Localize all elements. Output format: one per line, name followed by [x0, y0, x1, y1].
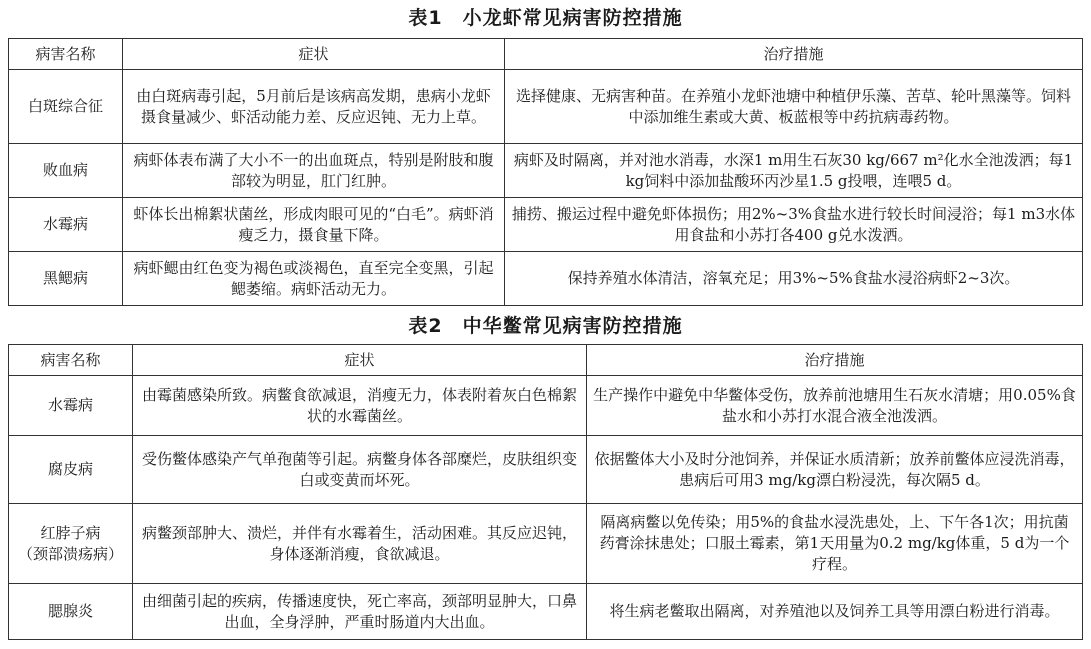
- disease-name-cell: 白斑综合征: [9, 70, 123, 144]
- symptom-cell: 病虾体表布满了大小不一的出血斑点，特别是附肢和腹部较为明显，肛门红肿。: [123, 144, 505, 198]
- treatment-cell: 选择健康、无病害种苗。在养殖小龙虾池塘中种植伊乐藻、苦草、轮叶黑藻等。饲料中添加维生素或大黄、板蓝根等中药抗病毒药物。: [505, 70, 1083, 144]
- table-row: [9, 584, 1083, 640]
- symptom-cell: 由白斑病毒引起，5月前后是该病高发期，患病小龙虾摄食量减少、虾活动能力差、反应迟钝、无力上草。: [123, 70, 505, 144]
- table2-title: 表2 中华鳖常见病害防控措施: [408, 315, 683, 337]
- symptom-cell: 病虾鳃由红色变为褐色或淡褐色，直至完全变黑，引起鳃萎缩。病虾活动无力。: [123, 252, 505, 306]
- disease-name-cell: 水霉病: [9, 198, 123, 252]
- table-header-row: [9, 345, 1083, 376]
- header-symptom: 症状: [123, 39, 505, 70]
- table-row: [9, 252, 1083, 306]
- symptom-cell: 由细菌引起的疾病，传播速度快，死亡率高，颈部明显肿大，口鼻出血，全身浮肿，严重时肠道内大出血。: [133, 584, 587, 640]
- disease-name-cell: 败血病: [9, 144, 123, 198]
- disease-name-cell: [9, 504, 133, 584]
- symptom-cell: 受伤鳖体感染产气单孢菌等引起。病鳖身体各部糜烂，皮肤组织变白或变黄而坏死。: [133, 436, 587, 504]
- table-header-row: [9, 39, 1083, 70]
- symptom-cell: 由霉菌感染所致。病鳖食欲减退，消瘦无力，体表附着灰白色棉絮状的水霉菌丝。: [133, 376, 587, 436]
- treatment-cell: 捕捞、搬运过程中避免虾体损伤；用2%~3%食盐水进行较长时间浸浴；每1 m3水体用食盐和小苏打各400 g兑水泼洒。: [505, 198, 1083, 252]
- treatment-cell: 生产操作中避免中华鳖体受伤，放养前池塘用生石灰水清塘；用0.05%食盐水和小苏打水混合液全池泼洒。: [587, 376, 1083, 436]
- treatment-cell: 依据鳖体大小及时分池饲养，并保证水质清新；放养前鳖体应浸洗消毒，患病后可用3 mg/kg漂白粉浸洗，每次隔5 d。: [587, 436, 1083, 504]
- header-disease-name: 病害名称: [9, 345, 133, 376]
- table-row: [9, 70, 1083, 144]
- symptom-cell: 虾体长出棉絮状菌丝，形成肉眼可见的“白毛”。病虾消瘦乏力，摄食量下降。: [123, 198, 505, 252]
- disease-alias-line: （颈部溃疡病）: [17, 544, 123, 563]
- header-disease-name: 病害名称: [9, 39, 123, 70]
- table-row: [9, 376, 1083, 436]
- table-row: [9, 198, 1083, 252]
- table-row: [9, 504, 1083, 584]
- header-treatment: 治疗措施: [505, 39, 1083, 70]
- disease-name-cell: 腮腺炎: [9, 584, 133, 640]
- symptom-cell: 病鳖颈部肿大、溃烂，并伴有水霉着生，活动困难。其反应迟钝，身体逐渐消瘦，食欲减退。: [133, 504, 587, 584]
- table1-title: 表1 小龙虾常见病害防控措施: [408, 7, 683, 29]
- table-row: [9, 436, 1083, 504]
- header-treatment: 治疗措施: [587, 345, 1083, 376]
- disease-name-cell: 水霉病: [9, 376, 133, 436]
- table-row: [9, 144, 1083, 198]
- treatment-cell: 隔离病鳖以免传染；用5%的食盐水浸洗患处，上、下午各1次；用抗菌药膏涂抹患处；口服土霉素，第1天用量为0.2 mg/kg体重，5 d为一个疗程。: [587, 504, 1083, 584]
- turtle-disease-table: [8, 344, 1083, 640]
- treatment-cell: 病虾及时隔离，并对池水消毒，水深1 m用生石灰30 kg/667 m²化水全池泼洒；每1 kg饲料中添加盐酸环丙沙星1.5 g投喂，连喂5 d。: [505, 144, 1083, 198]
- disease-name-cell: 腐皮病: [9, 436, 133, 504]
- disease-name-line: 红脖子病: [40, 523, 101, 542]
- treatment-cell: 保持养殖水体清洁，溶氧充足；用3%~5%食盐水浸浴病虾2~3次。: [505, 252, 1083, 306]
- treatment-cell: 将生病老鳖取出隔离，对养殖池以及饲养工具等用漂白粉进行消毒。: [587, 584, 1083, 640]
- disease-name-cell: 黑鳃病: [9, 252, 123, 306]
- header-symptom: 症状: [133, 345, 587, 376]
- crayfish-disease-table: [8, 38, 1083, 306]
